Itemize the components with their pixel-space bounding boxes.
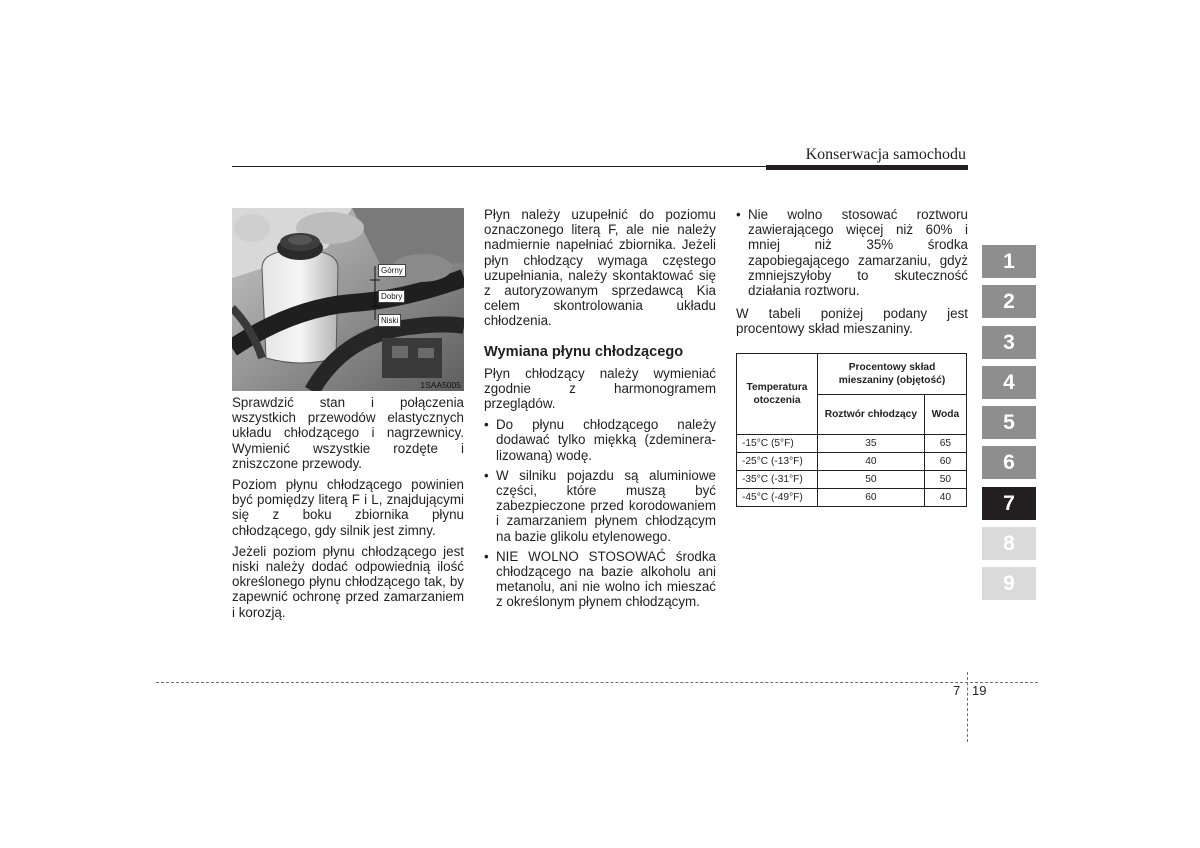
column-3: [736, 207, 968, 343]
table-cell-water: 60: [924, 453, 966, 471]
table-cell-coolant: 35: [818, 435, 925, 453]
table-row: [737, 435, 967, 453]
column-2: [484, 207, 716, 616]
table-cell-coolant: 60: [818, 489, 925, 507]
paragraph: Sprawdzić stan i połączenia wszystkich przewodów elastycznych układu chłodzącego i nagrzewnicy. Wymienić wszystkie rozdęte i zniszczone przewody.: [232, 395, 464, 471]
list-item: • Nie wolno stosować roztworu zawierającego więcej niż 60% i mniej niż 35% środka zapobiegającego zamarzaniu, gdyż zmniejszyłoby to skuteczność działania roztworu.: [736, 207, 968, 298]
column-1: [232, 395, 464, 626]
table-row: [737, 453, 967, 471]
header-rule-accent: [766, 165, 968, 170]
table-header-mixture: Procentowy skład mieszaniny (objętość): [818, 354, 967, 395]
bullet-list: [736, 207, 968, 298]
section-heading: Wymiana płynu chłodzącego: [484, 343, 684, 360]
list-item: • Do płynu chłodzącego należy dodawać tylko miękką (zdeminera-lizowaną) wodę.: [484, 417, 716, 463]
table-cell-temp: -25°C (-13°F): [737, 453, 818, 471]
level-label-top: Górny: [378, 264, 406, 277]
list-item: • NIE WOLNO STOSOWAĆ środka chłodzącego na bazie alkoholu ani metanolu, ani nie wolno ich mieszać z określonym płynem chłodzącym.: [484, 549, 716, 610]
page-number: 19: [972, 683, 987, 698]
level-label-mid: Dobry: [378, 290, 405, 303]
chapter-tab-8[interactable]: 8: [982, 527, 1036, 560]
chapter-tab-9[interactable]: 9: [982, 567, 1036, 600]
section-title: Konserwacja samochodu: [805, 146, 966, 163]
table-cell-temp: -35°C (-31°F): [737, 471, 818, 489]
table-cell-water: 65: [924, 435, 966, 453]
table-header-water: Woda: [924, 395, 966, 435]
bullet-list: [484, 417, 716, 609]
table-cell-water: 50: [924, 471, 966, 489]
chapter-tab-1[interactable]: 1: [982, 245, 1036, 278]
table-cell-temp: -45°C (-49°F): [737, 489, 818, 507]
chapter-tab-3[interactable]: 3: [982, 326, 1036, 359]
paragraph: Poziom płynu chłodzącego powinien być pomiędzy literą F i L, znajdującymi się z boku zbiornika płynu chłodzącego, gdy silnik jest zimny.: [232, 477, 464, 538]
table-row: [737, 471, 967, 489]
list-item: • W silniku pojazdu są aluminiowe części, które muszą być zabezpieczone przed korodowaniem i zamarzaniem płynem chłodzącym na bazie glikolu etylenowego.: [484, 468, 716, 544]
footer-rule: [156, 682, 1038, 683]
engine-bay-illustration: [232, 208, 464, 391]
paragraph: W tabeli poniżej podany jest procentowy skład mieszaniny.: [736, 306, 968, 337]
paragraph: Jeżeli poziom płynu chłodzącego jest niski należy dodać odpowiednią ilość określonego płynu chłodzącego tak, by zapewnić ochronę przed zamarzaniem i korozją.: [232, 543, 464, 620]
chapter-tab-4[interactable]: 4: [982, 366, 1036, 399]
level-label-low: Niski: [378, 314, 401, 327]
photo-code: 1SAA5005: [420, 380, 461, 390]
chapter-tab-7[interactable]: 7: [982, 487, 1036, 520]
chapter-tab-5[interactable]: 5: [982, 406, 1036, 439]
table-cell-coolant: 50: [818, 471, 925, 489]
table-cell-coolant: 40: [818, 453, 925, 471]
table-cell-water: 40: [924, 489, 966, 507]
paragraph: Płyn chłodzący należy wymieniać zgodnie z harmonogramem przeglądów.: [484, 365, 716, 412]
coolant-reservoir-photo: [232, 208, 464, 391]
page-chapter-number: 7: [953, 683, 961, 698]
paragraph: Płyn należy uzupełnić do poziomu oznaczonego literą F, ale nie należy nadmiernie napełniać zbiornika. Jeżeli płyn chłodzący wymaga częstego uzupełniania, należy skontaktować się z autoryzowanym sprzedawcą Kia celem skontrolowania układu chłodzenia.: [484, 207, 716, 329]
table-cell-temp: -15°C (5°F): [737, 435, 818, 453]
table-header-coolant: Roztwór chłodzący: [818, 395, 925, 435]
table-row: [737, 489, 967, 507]
table-header-temperature: Temperatura otoczenia: [737, 354, 818, 435]
coolant-mixture-table: [736, 353, 967, 507]
footer-divider: [967, 672, 968, 742]
chapter-tab-6[interactable]: 6: [982, 446, 1036, 479]
chapter-tab-2[interactable]: 2: [982, 285, 1036, 318]
